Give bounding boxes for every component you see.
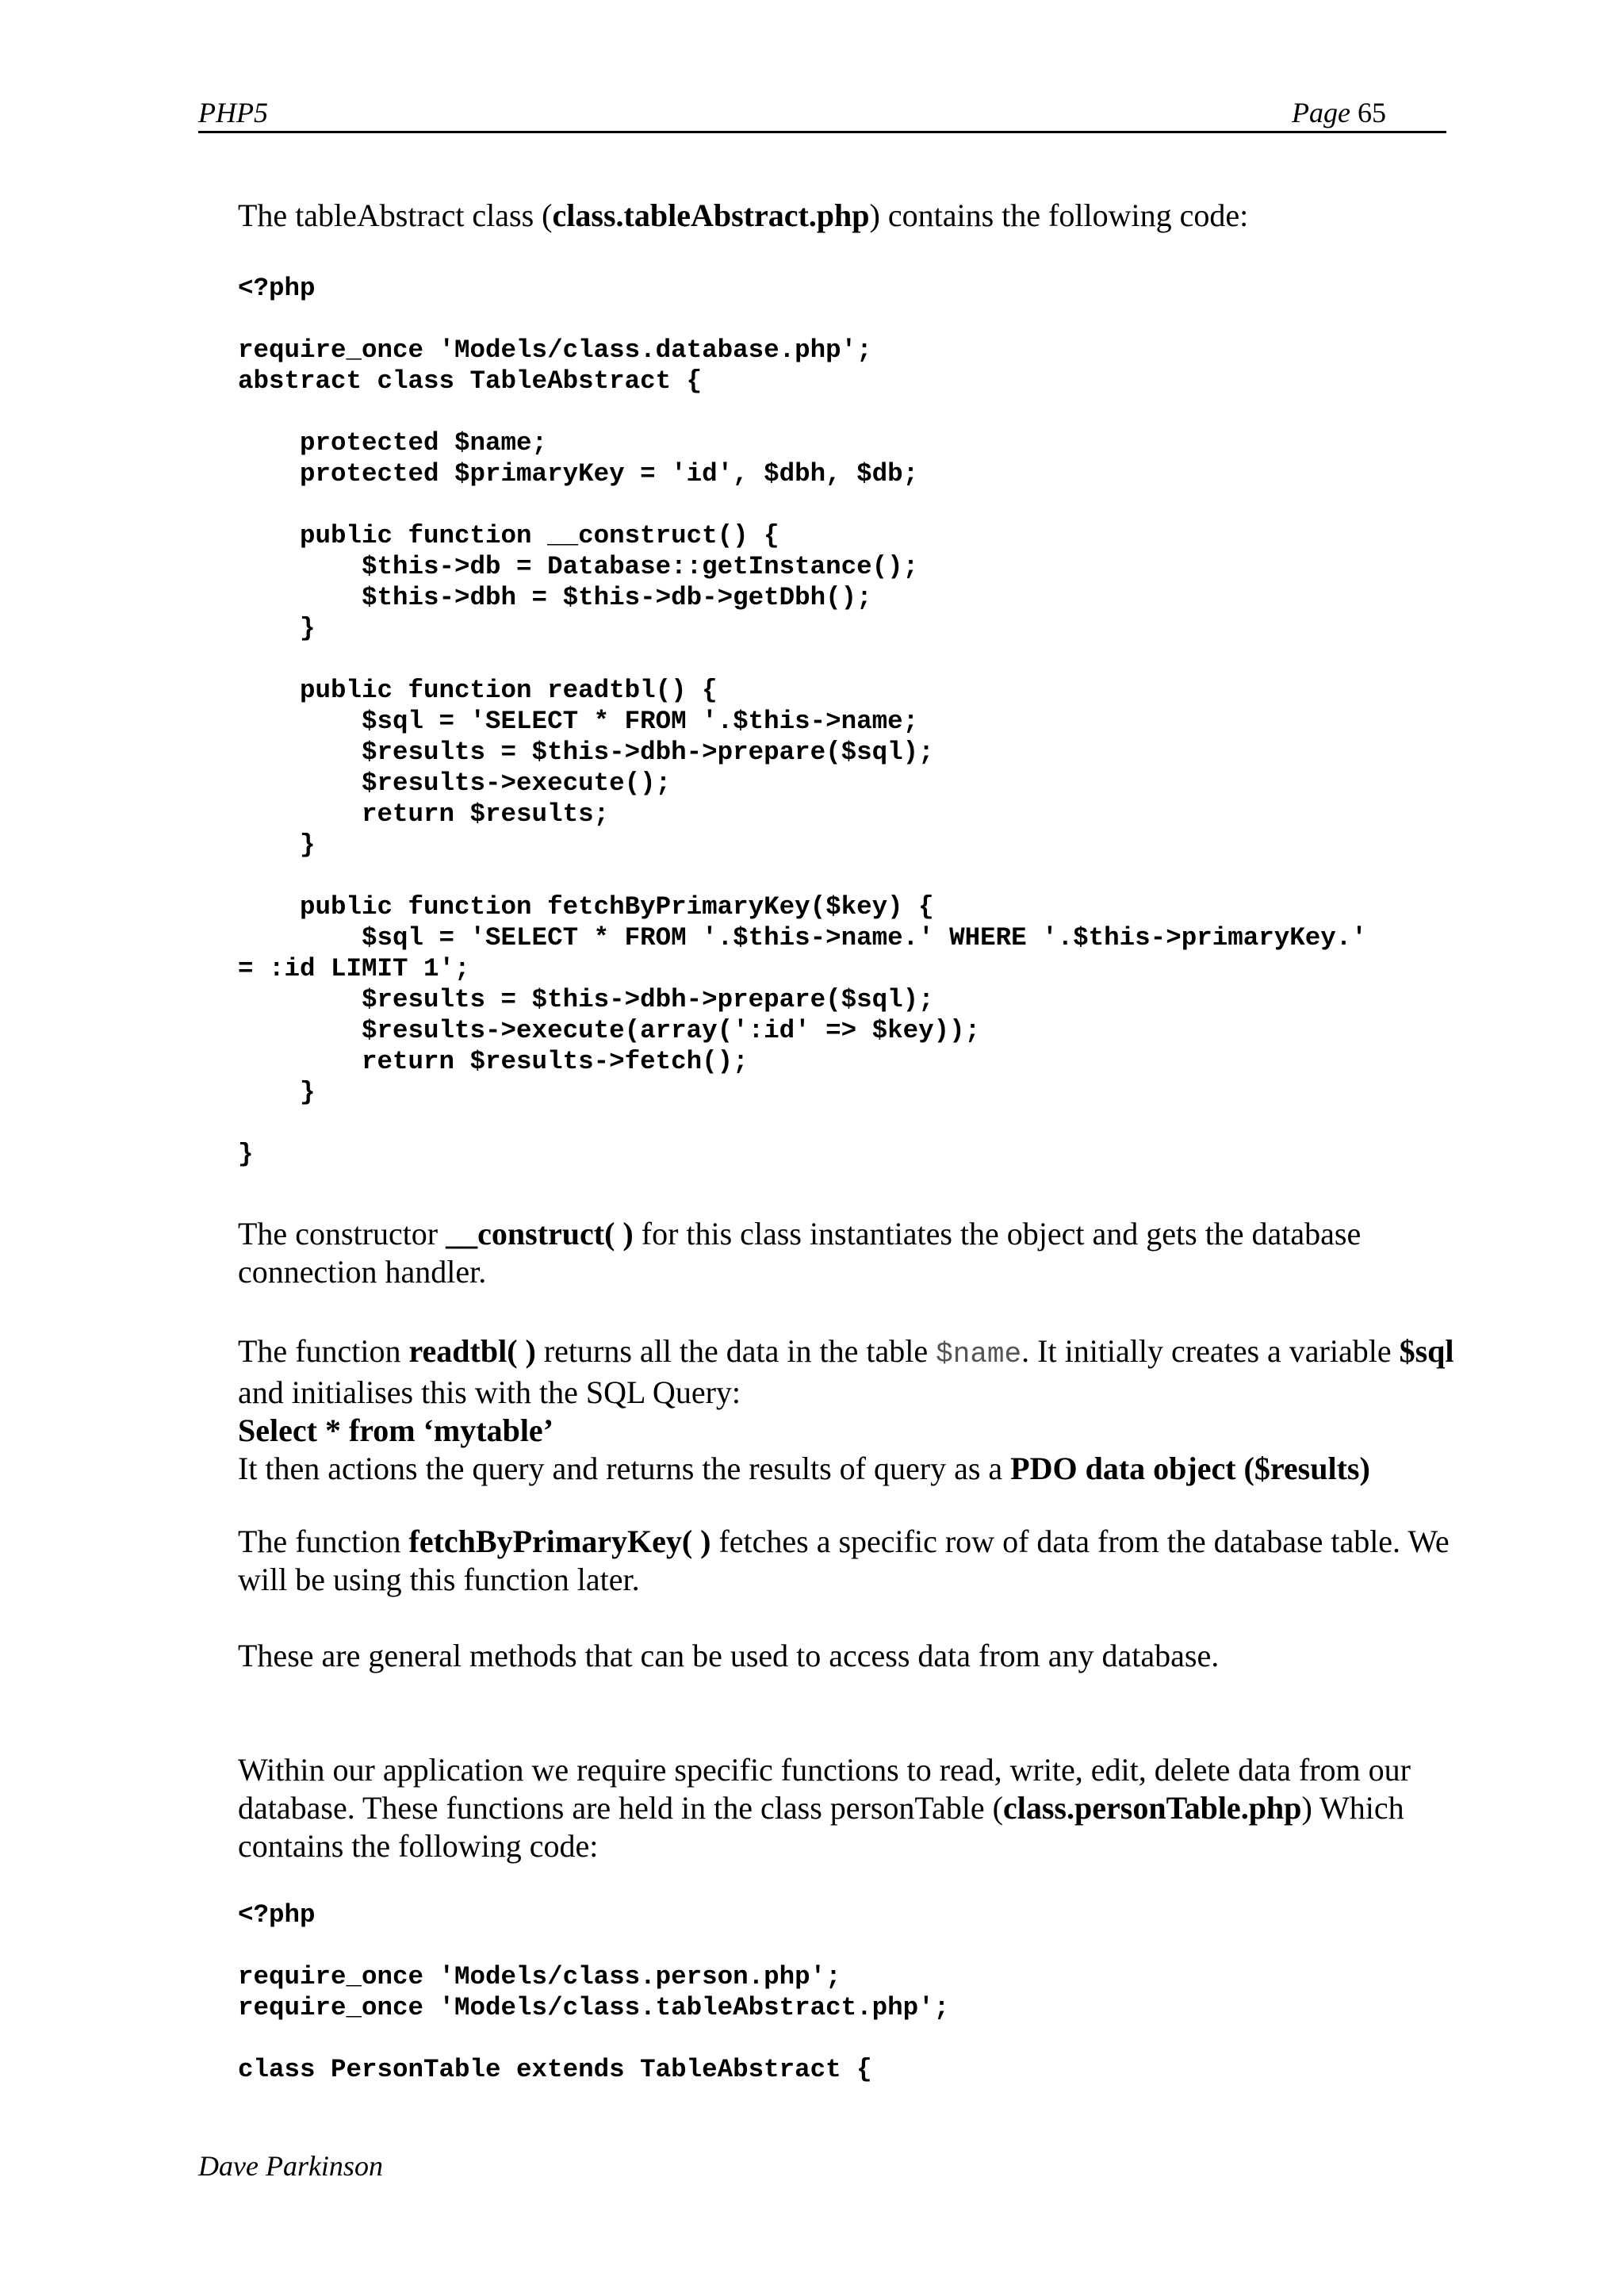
code-line: class PersonTable extends TableAbstract {: [238, 2055, 872, 2084]
code-line: require_once 'Models/class.database.php';: [238, 335, 872, 365]
code-block-person-table: [238, 1899, 949, 2085]
code-line: $results = $this->dbh->prepare($sql);: [238, 985, 934, 1014]
code-block-table-abstract: [238, 273, 1367, 1170]
code-line: = :id LIMIT 1';: [238, 954, 470, 983]
function-name: readtbl( ): [408, 1333, 536, 1369]
intro-filename: class.tableAbstract.php: [552, 197, 870, 233]
header-rule: [198, 131, 1446, 133]
code-line: require_once 'Models/class.person.php';: [238, 1962, 841, 1991]
code-line: $results->execute(array(':id' => $key));: [238, 1016, 981, 1045]
code-line: public function __construct() {: [238, 521, 779, 550]
code-line: $this->dbh = $this->db->getDbh();: [238, 583, 872, 612]
code-line: $sql = 'SELECT * FROM '.$this->name;: [238, 707, 919, 736]
text: for this class instantiates the object and gets the database connection handler.: [238, 1216, 1362, 1290]
code-line: $results = $this->dbh->prepare($sql);: [238, 738, 934, 767]
page-number: 65: [1357, 97, 1386, 128]
code-line: $results->execute();: [238, 769, 672, 798]
page-label: Page: [1292, 97, 1350, 128]
variable-name: $sql: [1399, 1333, 1454, 1369]
filename: class.personTable.php: [1003, 1790, 1302, 1826]
text: Within our application we require specific functions to read, write, edit, delete data from our database. These functions are held in the class personTable (: [238, 1752, 1411, 1826]
function-name: __construct( ): [446, 1216, 634, 1251]
text: The function: [238, 1333, 409, 1369]
intro-paragraph: [238, 197, 1459, 235]
function-name: fetchByPrimaryKey( ): [408, 1524, 711, 1559]
footer-author: Dave Parkinson: [198, 2150, 383, 2182]
paragraph-readtbl: [238, 1332, 1459, 1488]
code-line: public function fetchByPrimaryKey($key) {: [238, 892, 934, 922]
text: It then actions the query and returns the results of query as a: [238, 1451, 1011, 1486]
code-line: require_once 'Models/class.tableAbstract.php';: [238, 1993, 950, 2022]
code-line: return $results->fetch();: [238, 1047, 749, 1076]
code-line: protected $primaryKey = 'id', $dbh, $db;: [238, 459, 919, 489]
text: ) Which contains the following code:: [238, 1790, 1404, 1864]
sql-query: Select * from ‘mytable’: [238, 1412, 554, 1448]
intro-text: The tableAbstract class (: [238, 197, 553, 233]
intro-text-end: ) contains the following code:: [869, 197, 1249, 233]
code-line: <?php: [238, 1900, 316, 1930]
code-line: protected $name;: [238, 428, 548, 458]
paragraph-general: These are general methods that can be used to access data from any database.: [238, 1638, 1220, 1673]
pdo-object: PDO data object ($results): [1010, 1451, 1370, 1486]
header-page-number: [1292, 98, 1386, 127]
code-line: }: [238, 1078, 316, 1107]
inline-code: $name: [936, 1338, 1022, 1370]
paragraph-fetch: [238, 1523, 1459, 1599]
text: The function: [238, 1524, 409, 1559]
text: . It initially creates a variable: [1021, 1333, 1400, 1369]
paragraph-within: [238, 1751, 1459, 1865]
code-line: $this->db = Database::getInstance();: [238, 552, 919, 581]
text: The constructor: [238, 1216, 446, 1251]
code-line: abstract class TableAbstract {: [238, 366, 703, 396]
code-line: }: [238, 830, 316, 860]
text: returns all the data in the table: [535, 1333, 936, 1369]
header-title: PHP5: [198, 97, 268, 128]
code-line: <?php: [238, 274, 316, 303]
code-line: public function readtbl() {: [238, 676, 718, 705]
code-line: }: [238, 614, 316, 643]
paragraph-constructor: [238, 1215, 1459, 1291]
code-line: return $results;: [238, 799, 610, 829]
code-line: }: [238, 1140, 254, 1169]
code-line: $sql = 'SELECT * FROM '.$this->name.' WHERE '.$this->primaryKey.': [238, 923, 1367, 953]
text: and initialises this with the SQL Query:: [238, 1374, 741, 1410]
text: fetches a specific row of data from the database table. We will be using this function later.: [238, 1524, 1450, 1597]
